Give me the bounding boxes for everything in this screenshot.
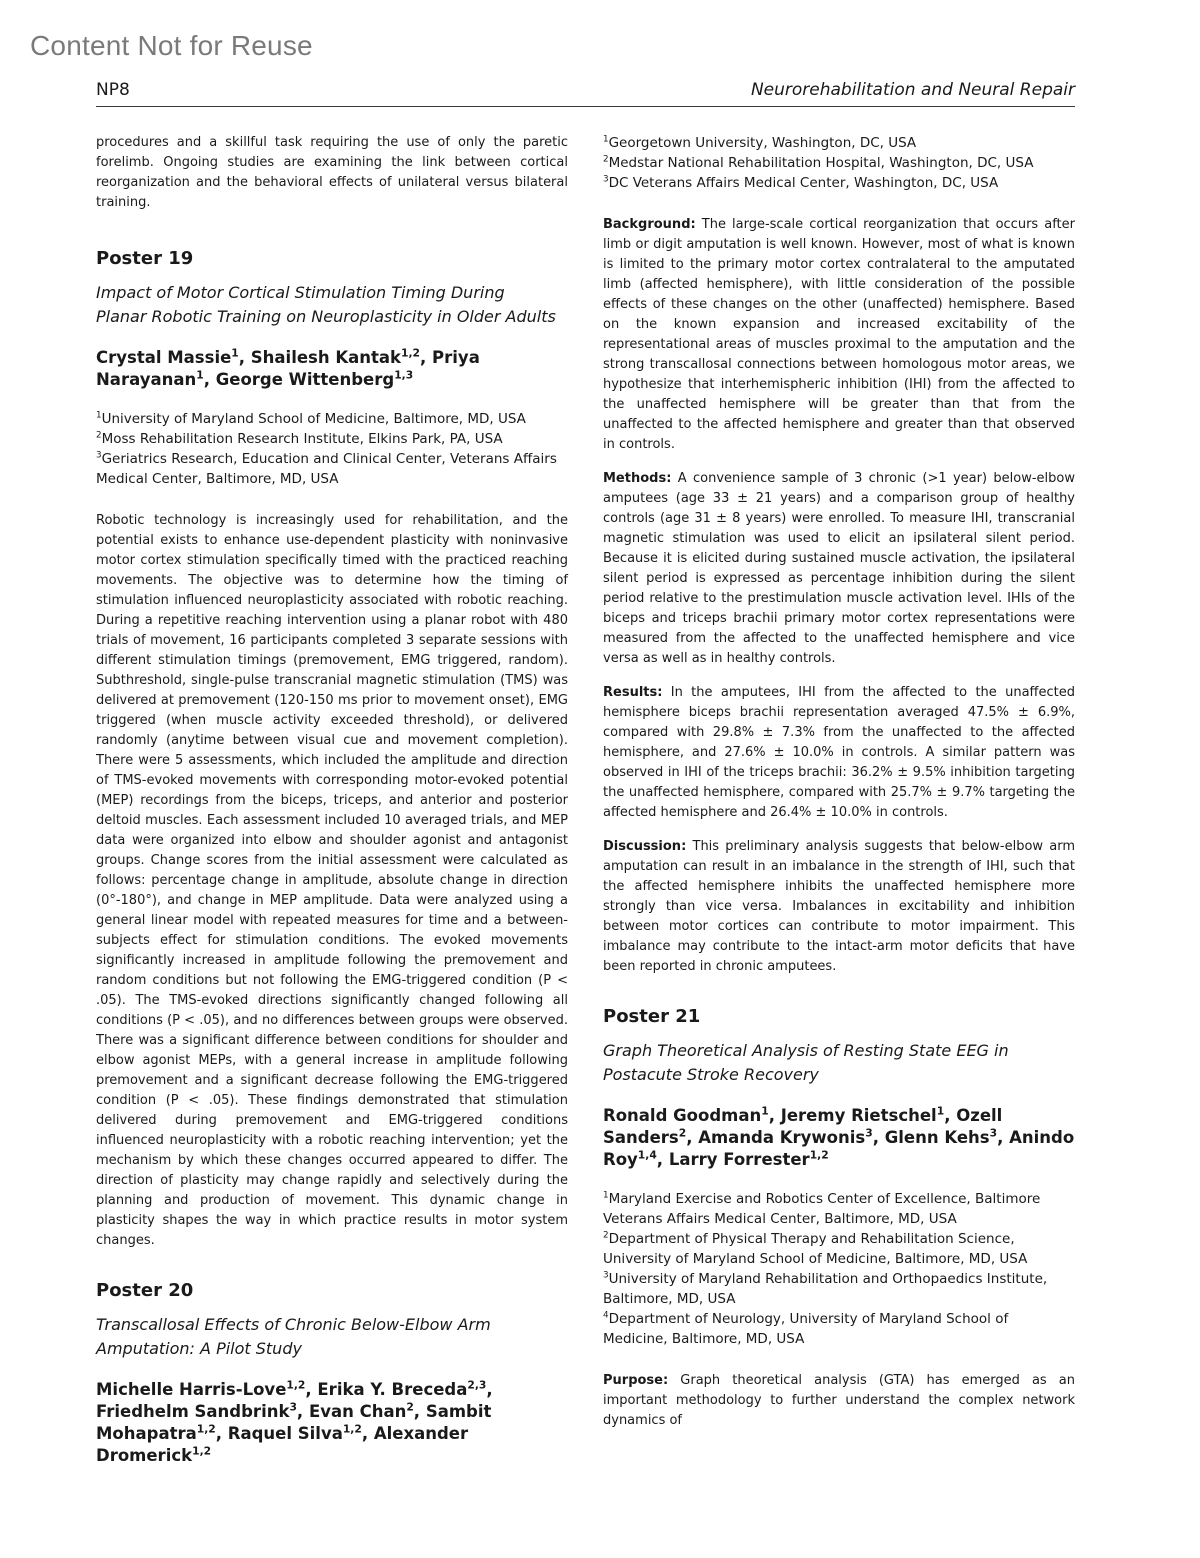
background-section bbox=[603, 215, 1075, 455]
affiliation-text: Moss Rehabilitation Research Institute, Elkins Park, PA, USA bbox=[101, 431, 503, 447]
author-name: Crystal Massie bbox=[96, 348, 232, 367]
discussion-label: Discussion: bbox=[603, 839, 687, 854]
poster-21-affiliations bbox=[603, 1189, 1075, 1349]
author-affiliation-marker: 3 bbox=[865, 1126, 873, 1140]
affiliation-marker: 2 bbox=[603, 154, 609, 165]
results-text: In the amputees, IHI from the affected to the unaffected hemisphere biceps brachii representation averaged 47.5% ± 6.9%, compared with 29.8% ± 7.3% from the unaffected to the affected hemisphere, and 27.6% ± 10.0% in controls. A similar pattern was observed in IHI of the triceps brachii: 36.2% ± 9.5% inhibition targeting the unaffected hemisphere, compared with 25.7% ± 9.7% targeting the affected hemisphere and 26.4% ± 10.0% in controls. bbox=[603, 685, 1075, 820]
affiliation-line bbox=[603, 1229, 1075, 1269]
affiliation-line bbox=[603, 1269, 1075, 1309]
poster-21-label: Poster 21 bbox=[603, 1006, 701, 1027]
affiliation-text: Geriatrics Research, Education and Clinical Center, Veterans Affairs Medical Center, Baltimore, MD, USA bbox=[96, 451, 557, 487]
author-affiliation-marker: 1 bbox=[231, 346, 239, 360]
affiliation-marker: 2 bbox=[603, 1230, 609, 1241]
author-name: Shailesh Kantak bbox=[250, 348, 402, 367]
results-label: Results: bbox=[603, 685, 663, 700]
right-column bbox=[603, 133, 1075, 1445]
author-affiliation-marker: 2,3 bbox=[467, 1378, 487, 1392]
author-affiliation-marker: 1,2 bbox=[192, 1444, 212, 1458]
poster-20-affiliations bbox=[603, 133, 1075, 193]
affiliation-marker: 1 bbox=[603, 134, 609, 145]
poster-20-title-line-1: Transcallosal Effects of Chronic Below-Elbow Arm bbox=[96, 1315, 491, 1334]
author-name: Larry Forrester bbox=[668, 1150, 810, 1169]
author-name: Erika Y. Breceda bbox=[317, 1380, 468, 1399]
author-name: Jeremy Rietschel bbox=[780, 1106, 937, 1125]
author-name: Michelle Harris-Love bbox=[96, 1380, 287, 1399]
author-name: Amanda Krywonis bbox=[698, 1128, 866, 1147]
author-name: Glenn Kehs bbox=[884, 1128, 990, 1147]
affiliation-line bbox=[603, 1189, 1075, 1229]
affiliation-line bbox=[603, 1309, 1075, 1349]
affiliation-marker: 1 bbox=[96, 410, 102, 421]
poster-19-affiliations bbox=[96, 409, 568, 489]
author-affiliation-marker: 1,2 bbox=[196, 1422, 216, 1436]
poster-21-title bbox=[603, 1039, 1075, 1087]
journal-name: Neurorehabilitation and Neural Repair bbox=[750, 80, 1075, 100]
affiliation-line bbox=[603, 153, 1075, 173]
poster-20-label: Poster 20 bbox=[96, 1280, 194, 1301]
author-affiliation-marker: 2 bbox=[678, 1126, 687, 1140]
author-affiliation-marker: 1 bbox=[936, 1104, 945, 1118]
affiliation-text: Georgetown University, Washington, DC, USA bbox=[608, 135, 917, 151]
methods-section bbox=[603, 469, 1075, 669]
poster-19-abstract: Robotic technology is increasingly used for rehabilitation, and the potential exists to enhance use-dependent plasticity with noninvasive motor cortex stimulation specifically timed with the practiced reaching movements. The objective was to determine how the timing of stimulation influenced neuroplasticity associated with robotic reaching. During a repetitive reaching intervention using a planar robot with 480 trials of movement, 16 participants completed 3 separate sessions with different stimulation timings (premovement, EMG triggered, random). Subthreshold, single-pulse transcranial magnetic stimulation (TMS) was delivered at premovement (120-150 ms prior to movement onset), EMG triggered (when muscle activity exceeded threshold), or delivered randomly (anytime between visual cue and movement completion). There were 5 assessments, which included the amplitude and direction of TMS-evoked movements with corresponding motor-evoked potential (MEP) recordings from the biceps, triceps, and anterior and posterior deltoid muscles. Each assessment included 10 averaged trials, and MEP data were organized into elbow and shoulder agonist and antagonist groups. Change scores from the initial assessment were calculated as follows: percentage change in amplitude, absolute change in direction (0°-180°), and change in MEP amplitude. Data were analyzed using a general linear model with repeated measures for time and a between-subjects effect for stimulation conditions. The evoked movements significantly increased in amplitude following the premovement and random conditions but not following the EMG-triggered condition (P < .05). The TMS-evoked directions significantly changed following all conditions (P < .05), and no differences between groups were observed. There was a significant difference between conditions for shoulder and elbow agonist MEPs, with a general increase in amplitude following premovement and a significant decrease following the EMG-triggered condition (P < .05). These findings demonstrated that stimulation delivered during premovement and EMG-triggered conditions influenced neuroplasticity with a robotic reaching intervention; yet the mechanism by which these changes occurred appeared to differ. The direction of plasticity may change rapidly and selectively during the planning and production of movement. This dynamic change in plasticity shapes the way in which practice results in motor system changes. bbox=[96, 513, 568, 1248]
author-affiliation-marker: 1,4 bbox=[637, 1148, 657, 1162]
affiliation-text: Medstar National Rehabilitation Hospital, Washington, DC, USA bbox=[608, 155, 1034, 171]
poster-21-title-line-1: Graph Theoretical Analysis of Resting State EEG in bbox=[603, 1041, 1009, 1060]
affiliation-text: Department of Neurology, University of Maryland School of Medicine, Baltimore, MD, USA bbox=[603, 1311, 1009, 1347]
author-affiliation-marker: 3 bbox=[289, 1400, 297, 1414]
author-name: Ronald Goodman bbox=[603, 1106, 762, 1125]
affiliation-line bbox=[603, 173, 1075, 193]
poster-19-authors: Crystal Massie$^1$, Shailesh Kantak$^{1,2}$, Priya Narayanan$^1$, George Wittenberg$^{1,3}$ bbox=[96, 346, 480, 389]
author-name: Sambit Mohapatra bbox=[96, 1402, 492, 1443]
author-affiliation-marker: 1 bbox=[196, 368, 204, 382]
poster-19-title bbox=[96, 281, 568, 329]
poster-19-title-line-1: Impact of Motor Cortical Stimulation Timing During bbox=[96, 283, 505, 302]
affiliation-marker: 4 bbox=[603, 1310, 609, 1321]
running-header bbox=[96, 80, 1075, 107]
affiliation-marker: 1 bbox=[603, 1190, 609, 1201]
affiliation-line bbox=[96, 409, 568, 429]
background-text: The large-scale cortical reorganization that occurs after limb or digit amputation is well known. However, most of what is known is limited to the primary motor cortex contralateral to the amputated limb (affected hemisphere), with little consideration of the possible effects of these changes on the other (unaffected) hemisphere. Based on the known expansion and increased excitability of the representational areas of muscles proximal to the amputation and the strong transcallosal connections between homologous motor areas, we hypothesize that interhemispheric inhibition (IHI) from the affected to the unaffected hemisphere will be greater than that from the unaffected to the affected hemisphere and greater than that observed in controls. bbox=[603, 217, 1075, 452]
methods-label: Methods: bbox=[603, 471, 672, 486]
discussion-section bbox=[603, 837, 1075, 977]
author-affiliation-marker: 1,2 bbox=[401, 346, 421, 360]
affiliation-marker: 2 bbox=[96, 430, 102, 441]
author-name: Ozell Sanders bbox=[603, 1106, 1003, 1147]
author-name: Friedhelm Sandbrink bbox=[96, 1402, 290, 1421]
affiliation-marker: 3 bbox=[603, 1270, 609, 1281]
author-affiliation-marker: 1,3 bbox=[394, 368, 414, 382]
author-name: Alexander Dromerick bbox=[96, 1424, 469, 1465]
poster-21-title-line-2: Postacute Stroke Recovery bbox=[603, 1065, 819, 1084]
poster-19-label: Poster 19 bbox=[96, 248, 194, 269]
poster-21-authors: Ronald Goodman$^1$, Jeremy Rietschel$^1$, Ozell Sanders$^2$, Amanda Krywonis$^3$, Glenn Kehs$^3$, Anindo Roy$^{1,4}$, Larry Forrester$^{1,2}$ bbox=[603, 1104, 1075, 1169]
author-affiliation-marker: 1,2 bbox=[809, 1148, 829, 1162]
continuation-paragraph: procedures and a skillful task requiring the use of only the paretic forelimb. Ongoing studies are examining the link between cortical reorganization and the behavioral effects of unilateral versus bilateral training. bbox=[96, 135, 568, 210]
affiliation-text: Maryland Exercise and Robotics Center of Excellence, Baltimore Veterans Affairs Medical Center, Baltimore, MD, USA bbox=[603, 1191, 1041, 1227]
affiliation-text: DC Veterans Affairs Medical Center, Washington, DC, USA bbox=[608, 175, 999, 191]
affiliation-marker: 3 bbox=[96, 450, 102, 461]
affiliation-text: University of Maryland School of Medicine, Baltimore, MD, USA bbox=[101, 411, 526, 427]
results-section bbox=[603, 683, 1075, 823]
discussion-text: This preliminary analysis suggests that below-elbow arm amputation can result in an imbalance in the strength of IHI, such that the affected hemisphere inhibits the unaffected hemisphere more strongly than vice versa. Imbalances in excitability and inhibition between motor cortices can contribute to motor impairment. This imbalance may contribute to the intact-arm motor deficits that have been reported in chronic amputees. bbox=[603, 839, 1075, 974]
poster-20-title bbox=[96, 1313, 568, 1361]
author-name: George Wittenberg bbox=[215, 370, 395, 389]
methods-text: A convenience sample of 3 chronic (>1 year) below-elbow amputees (age 33 ± 21 years) and a comparison group of healthy controls (age 31 ± 8 years) were enrolled. To measure IHI, transcranial magnetic stimulation was used to elicit an ipsilateral silent period. Because it is elicited during sustained muscle activation, the ipsilateral silent period is expressed as percentage inhibition during the silent period relative to the prestimulation muscle activation level. IHIs of the biceps and triceps brachii primary motor cortex representations were measured from the affected to the unaffected hemisphere and vice versa as well as in healthy controls. bbox=[603, 471, 1075, 666]
purpose-section bbox=[603, 1371, 1075, 1431]
author-name: Raquel Silva bbox=[227, 1424, 343, 1443]
author-affiliation-marker: 1 bbox=[761, 1104, 769, 1118]
affiliation-text: Department of Physical Therapy and Rehabilitation Science, University of Maryland School of Medicine, Baltimore, MD, USA bbox=[603, 1231, 1028, 1267]
left-column bbox=[96, 133, 568, 1485]
watermark: Content Not for Reuse bbox=[30, 30, 313, 61]
affiliation-line bbox=[96, 449, 568, 489]
author-affiliation-marker: 2 bbox=[406, 1400, 414, 1414]
author-affiliation-marker: 3 bbox=[989, 1126, 998, 1140]
background-label: Background: bbox=[603, 217, 696, 232]
author-name: Evan Chan bbox=[308, 1402, 407, 1421]
affiliation-line bbox=[603, 133, 1075, 153]
purpose-label: Purpose: bbox=[603, 1373, 669, 1388]
author-name: Anindo Roy bbox=[603, 1128, 1075, 1169]
author-affiliation-marker: 1,2 bbox=[342, 1422, 362, 1436]
affiliation-text: University of Maryland Rehabilitation and Orthopaedics Institute, Baltimore, MD, USA bbox=[603, 1271, 1048, 1307]
author-affiliation-marker: 1,2 bbox=[286, 1378, 306, 1392]
author-name: Priya Narayanan bbox=[96, 348, 480, 389]
affiliation-marker: 3 bbox=[603, 174, 609, 185]
purpose-text: Graph theoretical analysis (GTA) has emerged as an important methodology to further understand the complex network dynamics of bbox=[603, 1373, 1075, 1428]
poster-20-title-line-2: Amputation: A Pilot Study bbox=[96, 1339, 302, 1358]
poster-19-title-line-2: Planar Robotic Training on Neuroplasticity in Older Adults bbox=[96, 307, 556, 326]
affiliation-line bbox=[96, 429, 568, 449]
poster-20-authors: Michelle Harris-Love$^{1,2}$, Erika Y. Breceda$^{2,3}$, Friedhelm Sandbrink$^3$, Evan Chan$^2$, Sambit Mohapatra$^{1,2}$, Raquel Silva$^{1,2}$, Alexander Dromerick$^{1,2}$ bbox=[96, 1378, 493, 1465]
page-number: NP8 bbox=[96, 80, 130, 100]
